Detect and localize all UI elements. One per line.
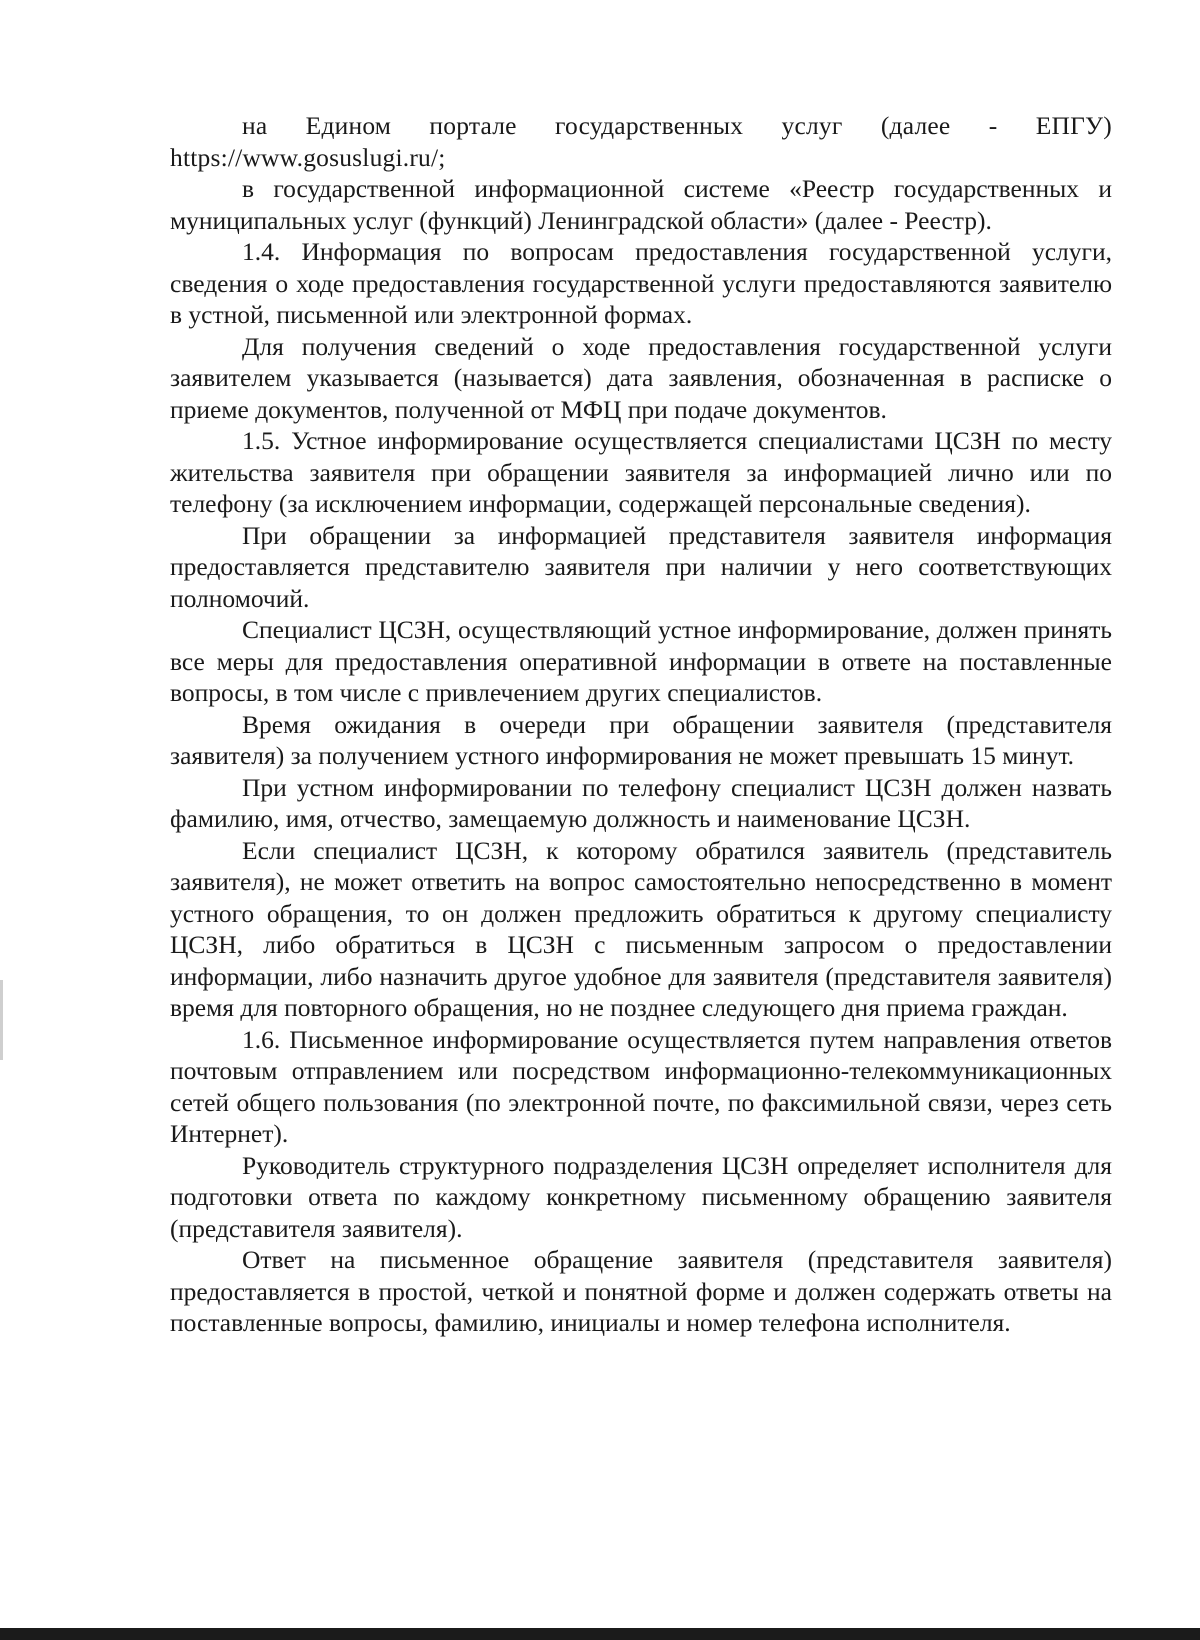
paragraph-1-5: 1.5. Устное информирование осуществляется специалистами ЦСЗН по месту жительства заявителя при обращении заявителя за информацией лично или по телефону (за исключением информации, содержащей персональные сведения). — [170, 426, 1112, 518]
paragraph-specialist-measures: Специалист ЦСЗН, осуществляющий устное информирование, должен принять все меры для предоставления оперативной информации в ответе на поставленные вопросы, в том числе с привлечением других специалистов. — [170, 615, 1112, 707]
paragraph-1-6: 1.6. Письменное информирование осуществляется путем направления ответов почтовым отправлением или посредством информационно-телекоммуникационных сетей общего пользования (по электронной почте, по факсимильной связи, через сеть Интернет). — [170, 1024, 1112, 1148]
paragraph-redirect: Если специалист ЦСЗН, к которому обратился заявитель (представитель заявителя), не может ответить на вопрос самостоятельно непосредственно в момент устного обращения, то он должен предложить обратиться к другому специалисту ЦСЗН, либо обратиться в ЦСЗН с письменным запросом о предоставлении информации, либо назначить другое удобное для заявителя (представителя заявителя) время для повторного обращения, но не позднее следующего дня приема граждан. — [170, 835, 1112, 1022]
paragraph-wait-time: Время ожидания в очереди при обращении заявителя (представителя заявителя) за получением устного информирования не может превышать 15 минут. — [170, 709, 1112, 770]
scan-edge-bottom — [0, 1628, 1200, 1640]
scan-edge-left — [0, 980, 3, 1060]
paragraph-answer-form: Ответ на письменное обращение заявителя (представителя заявителя) предоставляется в простой, четкой и понятной форме и должен содержать ответы на поставленные вопросы, фамилию, инициалы и номер телефона исполнителя. — [170, 1245, 1112, 1337]
paragraph-representative: При обращении за информацией представителя заявителя информация предоставляется представителю заявителя при наличии у него соответствующих полномочий. — [170, 520, 1112, 613]
paragraph-head-of-unit: Руководитель структурного подразделения ЦСЗН определяет исполнителя для подготовки ответа по каждому конкретному письменному обращению заявителя (представителя заявителя). — [170, 1150, 1112, 1243]
document-page — [170, 110, 1112, 1339]
paragraph-registry: в государственной информационной системе «Реестр государственных и муниципальных услуг (функций) Ленинградской области» (далее - Реестр). — [170, 174, 1112, 235]
paragraph-status-info: Для получения сведений о ходе предоставления государственной услуги заявителем указывается (называется) дата заявления, обозначенная в расписке о приеме документов, полученной от МФЦ при подаче документов. — [170, 331, 1112, 424]
paragraph-epgu: на Едином портале государственных услуг (далее - ЕПГУ) https://www.gosuslugi.ru/; — [170, 111, 1112, 172]
paragraph-1-4: 1.4. Информация по вопросам предоставления государственной услуги, сведения о ходе предоставления государственной услуги предоставляются заявителю в устной, письменной или электронной формах. — [170, 237, 1112, 329]
paragraph-phone-info: При устном информировании по телефону специалист ЦСЗН должен назвать фамилию, имя, отчество, замещаемую должность и наименование ЦСЗН. — [170, 772, 1112, 833]
